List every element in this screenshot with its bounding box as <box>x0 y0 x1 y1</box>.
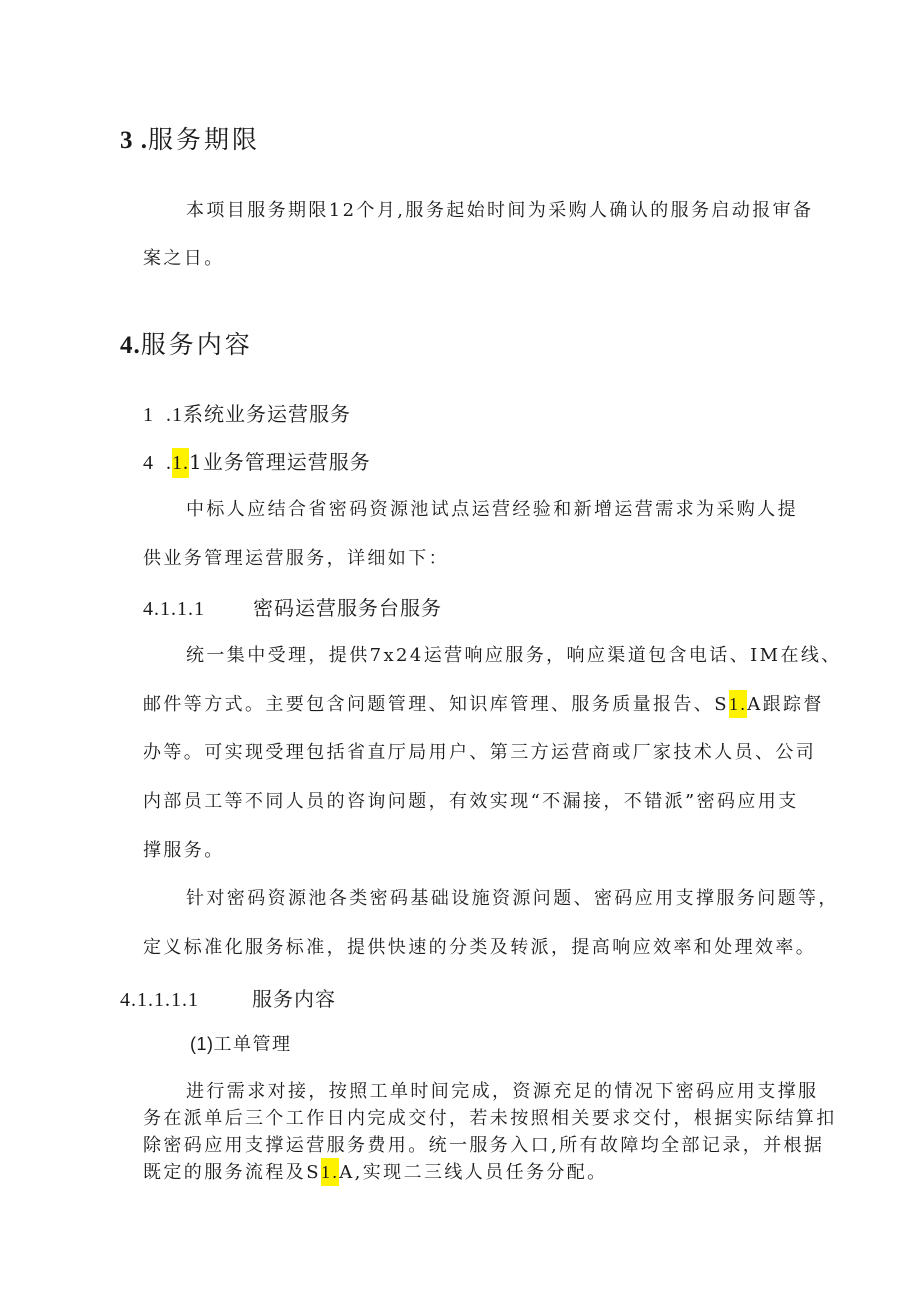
paragraph-line: 中标人应结合省密码资源池试点运营经验和新增运营需求为采购人提 <box>186 499 798 520</box>
section-title: 服务内容 <box>140 330 253 359</box>
paragraph-line <box>143 690 824 716</box>
subsection-heading <box>120 983 336 1012</box>
subsection-heading <box>143 592 442 621</box>
paragraph-line: 撑服务。 <box>143 840 225 861</box>
paragraph-line: 进行需求对接，按照工单时间完成，资源充足的情况下密码应用支撑服 <box>186 1081 819 1102</box>
subsection-number: 4.1.1.1 <box>143 598 205 620</box>
paragraph-line: 统一集中受理，提供7x24运营响应服务，响应渠道包含电话、IM在线、 <box>186 645 842 666</box>
paragraph-line: 本项目服务期限12个月,服务起始时间为采购人确认的服务启动报审备 <box>186 200 814 221</box>
subsection-title: 系统业务运营服务 <box>183 402 351 426</box>
text-run: 既定的服务流程及S <box>143 1162 321 1183</box>
highlighted-text: 1. <box>321 1158 339 1186</box>
paragraph-line: 供业务管理运营服务，详细如下： <box>143 548 449 569</box>
subsection-title: 密码运营服务台服务 <box>253 596 442 620</box>
paragraph-line: 针对密码资源池各类密码基础设施资源问题、密码应用支撑服务问题等， <box>186 888 839 909</box>
subsection-number: 1 .1 <box>143 404 183 426</box>
subsection-number: 4.1.1.1.1 <box>120 989 199 1011</box>
section-3-heading <box>120 120 260 156</box>
paragraph-line: 办等。可实现受理包括省直厅局用户、第三方运营商或厂家技术人员、公司 <box>143 742 817 763</box>
list-item-label: (1) <box>190 1034 214 1054</box>
paragraph-line: 除密码应用支撑运营服务费用。统一服务入口,所有故障均全部记录，并根据 <box>143 1135 825 1156</box>
paragraph-line: 定义标准化服务标准，提供快速的分类及转派，提高响应效率和处理效率。 <box>143 937 817 958</box>
subsection-title: 服务内容 <box>252 987 336 1011</box>
paragraph-line: 案之日。 <box>143 248 225 269</box>
text-run: A跟踪督 <box>747 694 824 715</box>
section-number: 4. <box>120 332 141 359</box>
paragraph-line: 务在派单后三个工作日内完成交付，若未按照相关要求交付，根据实际结算扣 <box>143 1108 837 1129</box>
highlighted-text: 1. <box>172 448 189 478</box>
highlighted-text: 1. <box>729 690 747 718</box>
section-title: 服务期限 <box>148 125 261 154</box>
subsection-heading <box>143 398 351 427</box>
subsection-prefix: 4 . <box>143 452 172 474</box>
text-run: 邮件等方式。主要包含问题管理、知识库管理、服务质量报告、S <box>143 694 729 715</box>
paragraph-line <box>143 1158 608 1184</box>
list-item-title: 工单管理 <box>213 1034 292 1055</box>
section-4-heading <box>120 325 253 361</box>
section-number: 3 . <box>120 127 148 154</box>
text-run: A,实现二三线人员任务分配。 <box>339 1162 608 1183</box>
paragraph-line: 内部员工等不同人员的咨询问题，有效实现“不漏接，不错派”密码应用支 <box>143 791 799 812</box>
subsection-title: 1业务管理运营服务 <box>189 450 371 474</box>
subsection-heading <box>143 446 371 475</box>
list-item-heading <box>190 1030 292 1056</box>
